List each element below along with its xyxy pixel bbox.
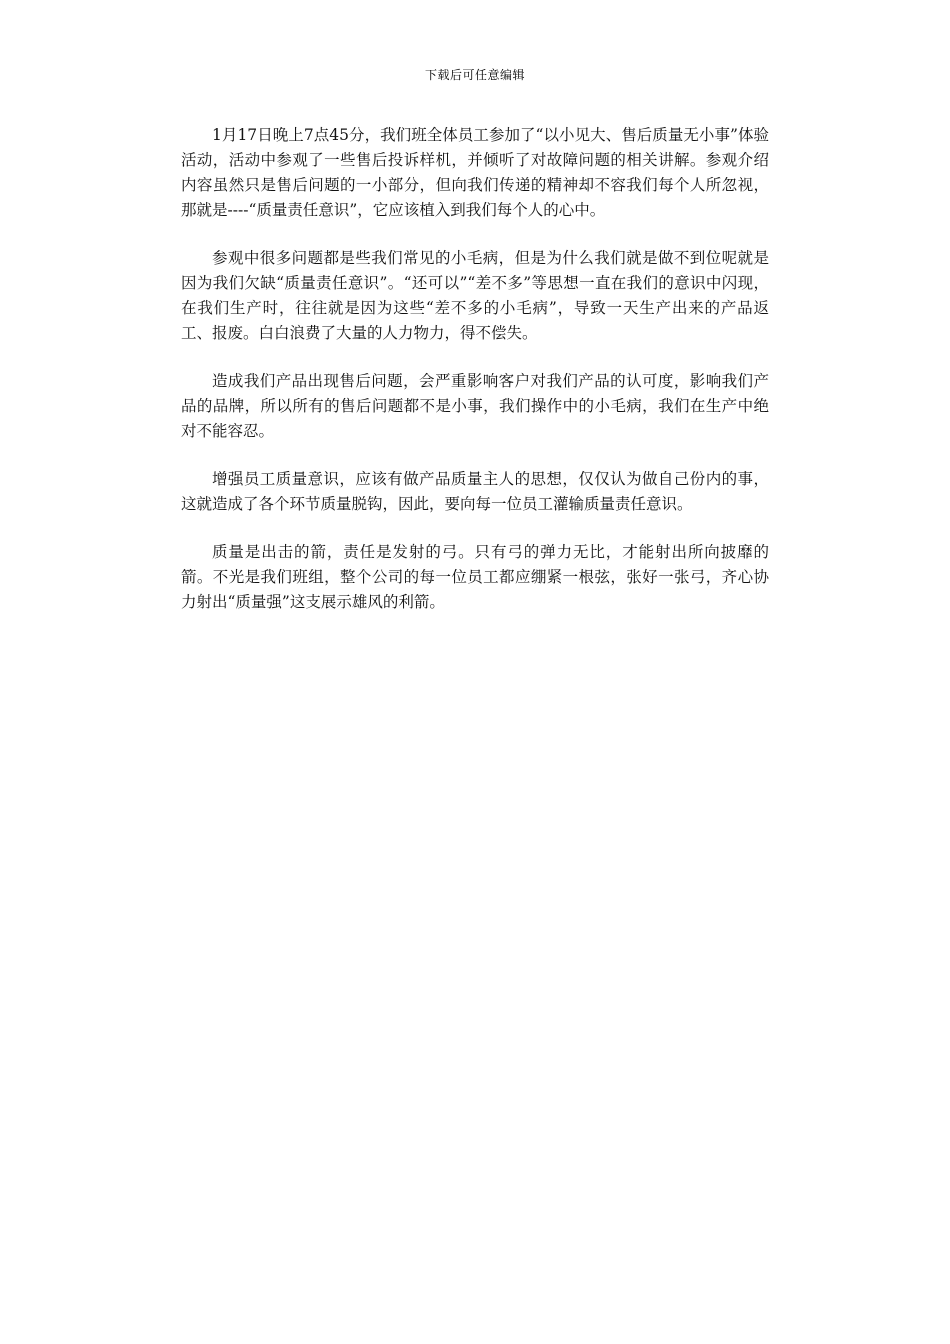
download-edit-note: 下载后可任意编辑 (424, 68, 525, 82)
paragraph-3: 造成我们产品出现售后问题，会严重影响客户对我们产品的认可度，影响我们产品的品牌，所以所有的售后问题都不是小事，我们操作中的小毛病，我们在生产中绝对不能容忍。 (181, 372, 769, 440)
paragraph-2: 参观中很多问题都是些我们常见的小毛病，但是为什么我们就是做不到位呢就是因为我们欠缺“质量责任意识”。“还可以”“差不多”等思想一直在我们的意识中闪现，在我们生产时，往往就是因为这些“差不多的小毛病”，导致一天生产出来的产品返工、报废。白白浪费了大量的人力物力，得不偿失。 (181, 249, 769, 342)
paragraph-4: 增强员工质量意识，应该有做产品质量主人的思想，仅仅认为做自己份内的事，这就造成了各个环节质量脱钩，因此，要向每一位员工灌输质量责任意识。 (181, 470, 769, 513)
paragraph-1: 1月17日晚上7点45分，我们班全体员工参加了“以小见大、售后质量无小事”体验活动，活动中参观了一些售后投诉样机，并倾听了对故障问题的相关讲解。参观介绍内容虽然只是售后问题的一小部分，但向我们传递的精神却不容我们每个人所忽视，那就是----“质量责任意识”，它应该植入到我们每个人的心中。 (181, 126, 769, 219)
document-body (181, 123, 769, 638)
paragraph-5: 质量是出击的箭，责任是发射的弓。只有弓的弹力无比，才能射出所向披靡的箭。不光是我们班组，整个公司的每一位员工都应绷紧一根弦，张好一张弓，齐心协力射出“质量强”这支展示雄风的利箭。 (181, 543, 769, 611)
